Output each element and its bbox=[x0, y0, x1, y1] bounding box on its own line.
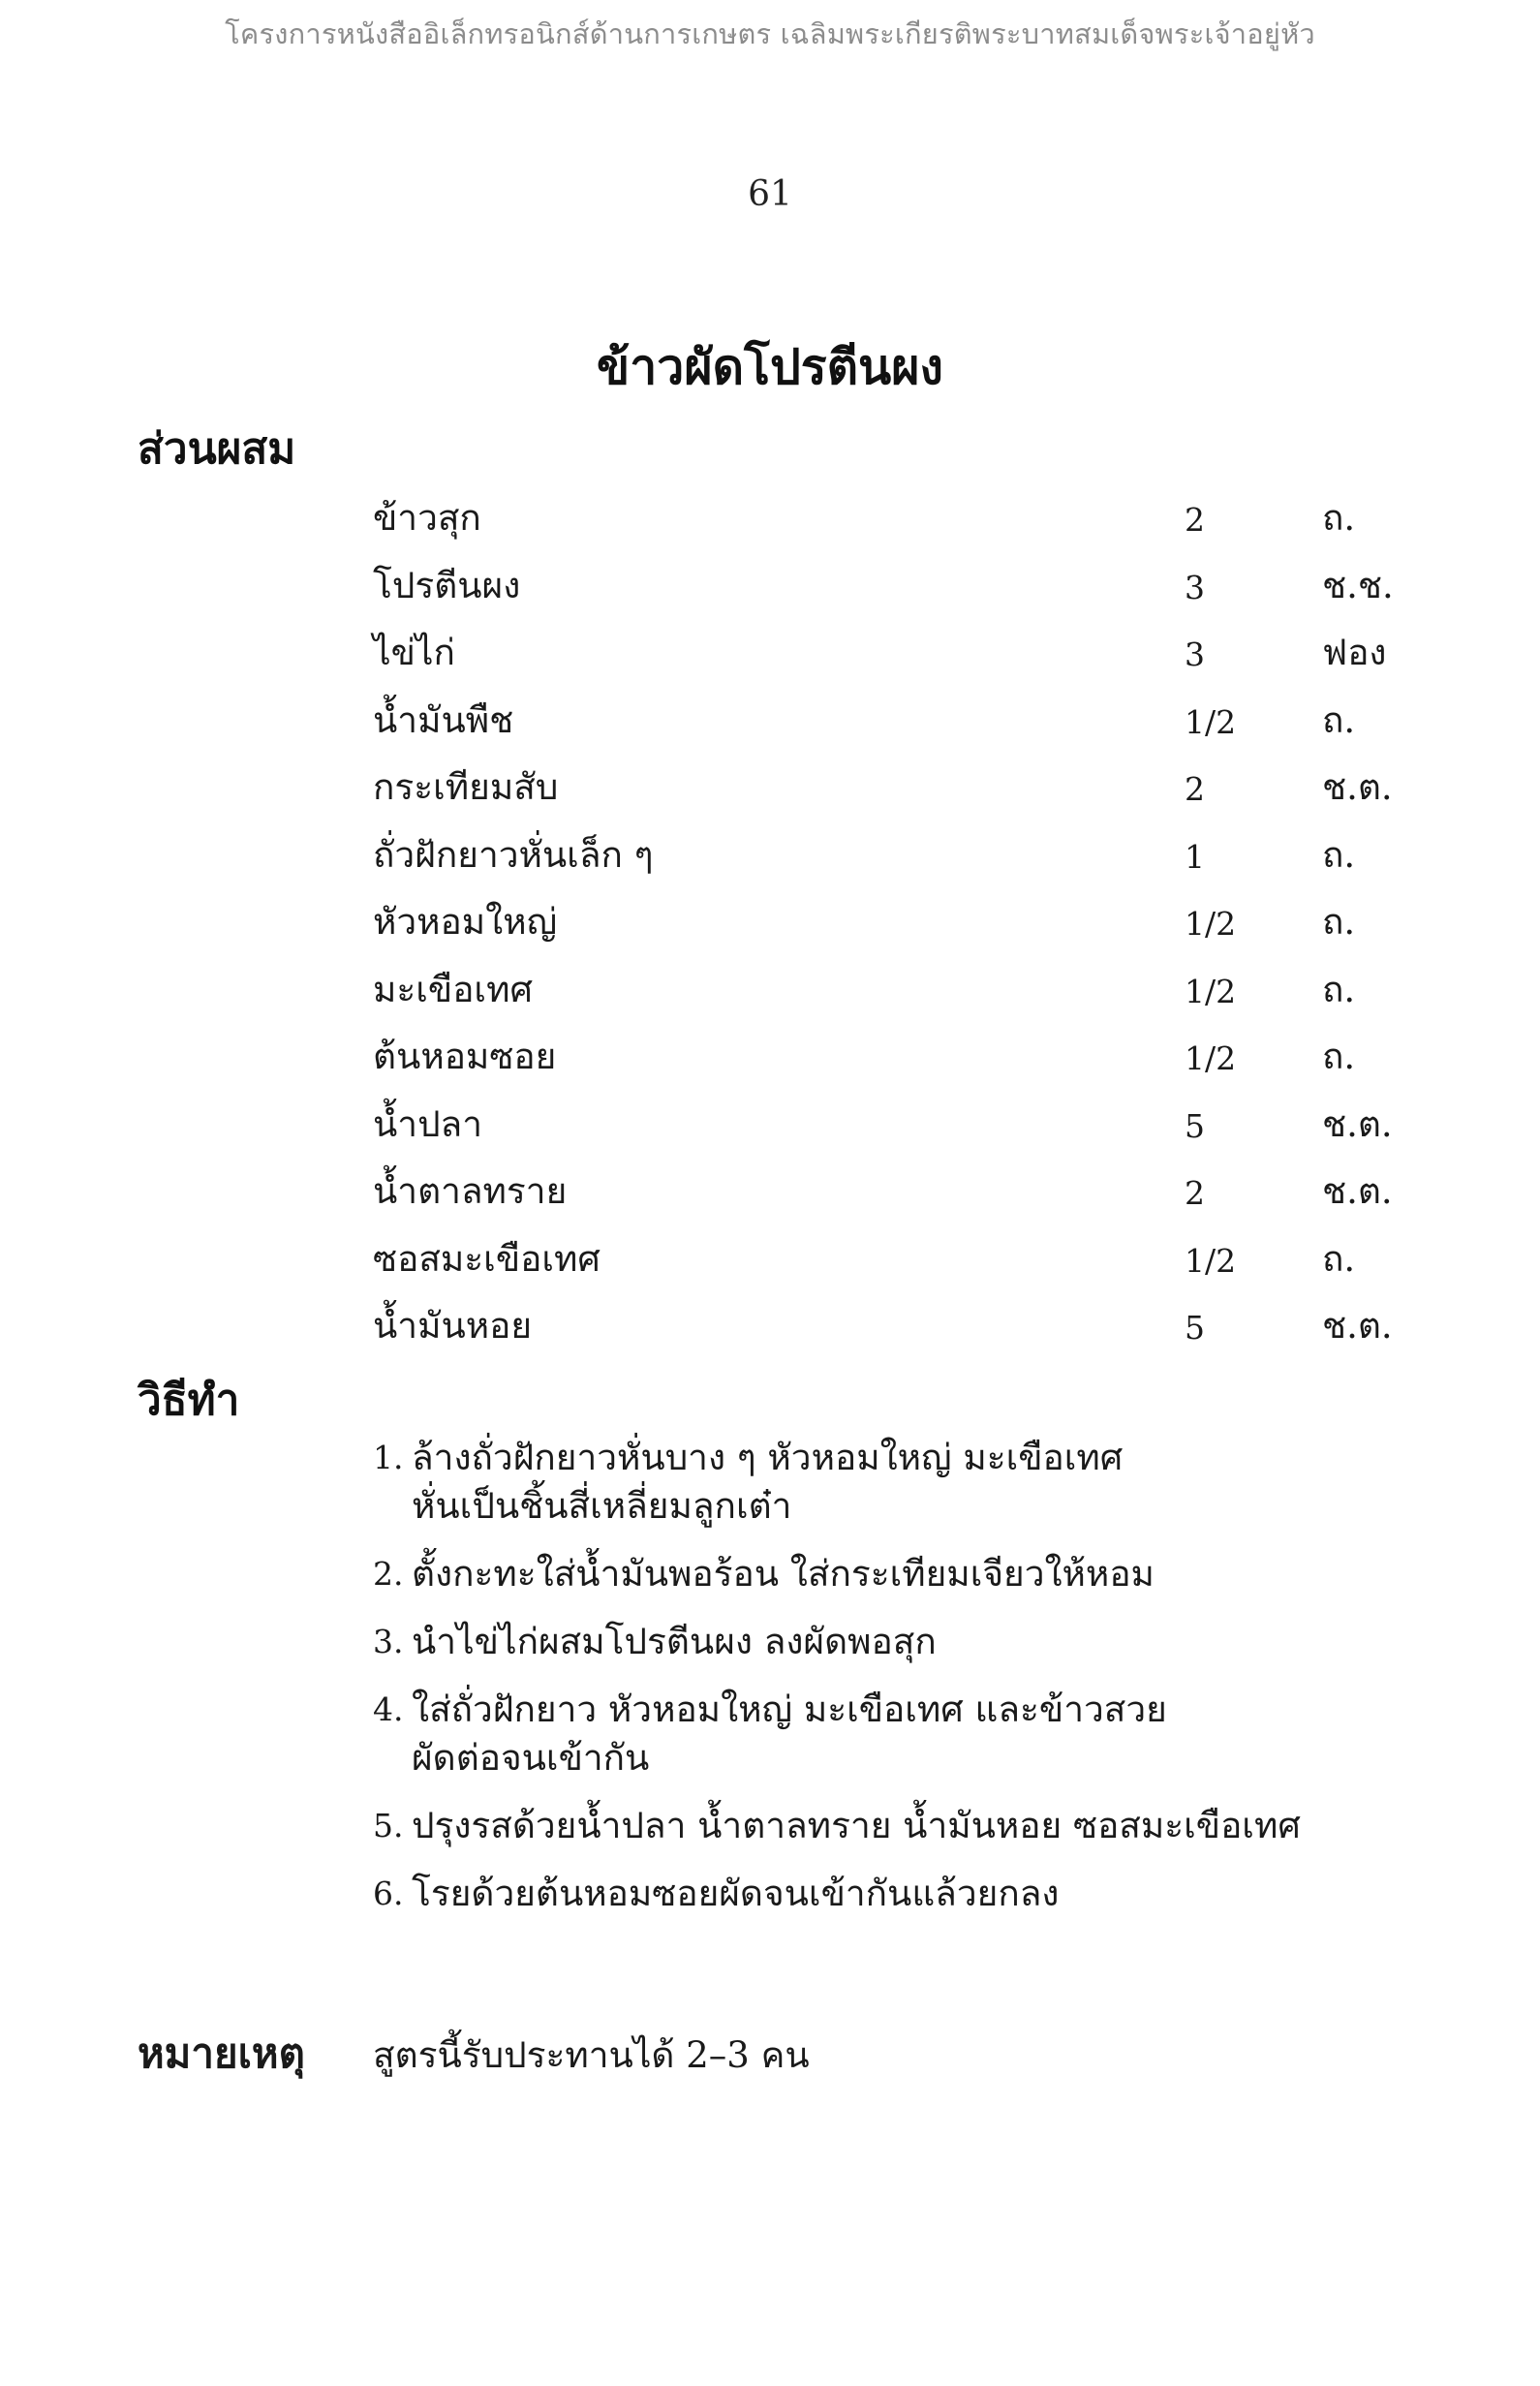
ingredient-name: กระเทียมสับ bbox=[373, 766, 559, 808]
method-step bbox=[373, 1618, 1400, 1666]
document-header: โครงการหนังสืออิเล็กทรอนิกส์ด้านการเกษตร เฉลิมพระเกียรติพระบาทสมเด็จพระเจ้าอยู่หัว bbox=[225, 17, 1315, 50]
ingredient-row bbox=[373, 966, 1419, 1034]
ingredient-name: มะเขือเทศ bbox=[373, 968, 533, 1010]
step-text: ตั้งกะทะใส่น้ำมันพอร้อน ใส่กระเทียมเจียวให้หอม bbox=[412, 1553, 1155, 1595]
step-text: ปรุงรสด้วยน้ำปลา น้ำตาลทราย น้ำมันหอย ซอสมะเขือเทศ bbox=[412, 1805, 1301, 1846]
ingredient-row bbox=[373, 1235, 1419, 1303]
ingredient-name: ไข่ไก่ bbox=[373, 632, 455, 673]
ingredient-row bbox=[373, 1033, 1419, 1100]
ingredient-quantity: 1/2 bbox=[1185, 1241, 1237, 1280]
ingredient-quantity: 2 bbox=[1185, 1174, 1205, 1212]
ingredient-quantity: 3 bbox=[1185, 635, 1205, 673]
ingredient-row bbox=[373, 629, 1419, 697]
ingredient-name: ข้าวสุก bbox=[373, 497, 481, 539]
method-steps bbox=[373, 1434, 1400, 1937]
method-step bbox=[373, 1870, 1400, 1918]
ingredient-unit: ถ. bbox=[1322, 968, 1356, 1010]
ingredient-row bbox=[373, 1302, 1419, 1370]
ingredient-row bbox=[373, 831, 1419, 899]
ingredient-quantity: 1/2 bbox=[1185, 905, 1237, 943]
ingredient-name: น้ำมันหอย bbox=[373, 1305, 533, 1347]
method-heading: วิธีทำ bbox=[138, 1376, 240, 1425]
ingredient-unit: ช.ต. bbox=[1322, 1170, 1393, 1212]
step-number: 5. bbox=[373, 1807, 404, 1844]
ingredient-quantity: 2 bbox=[1185, 501, 1205, 539]
step-text: ใส่ถั่วฝักยาว หัวหอมใหญ่ มะเขือเทศ และข้าวสวย bbox=[412, 1689, 1167, 1730]
ingredient-row bbox=[373, 562, 1419, 630]
ingredient-unit: ถ. bbox=[1322, 1036, 1356, 1077]
ingredient-unit: ฟอง bbox=[1322, 632, 1387, 673]
ingredient-unit: ช.ต. bbox=[1322, 1102, 1393, 1145]
ingredient-quantity: 5 bbox=[1185, 1106, 1205, 1145]
recipe-title: ข้าวผัดโปรตีนผง bbox=[597, 338, 943, 395]
ingredient-unit: ถ. bbox=[1322, 901, 1356, 943]
step-number: 6. bbox=[373, 1875, 404, 1912]
ingredient-quantity: 1 bbox=[1185, 837, 1205, 876]
ingredient-name: หัวหอมใหญ่ bbox=[373, 901, 558, 943]
ingredient-unit: ถ. bbox=[1322, 698, 1356, 741]
ingredient-unit: ช.ช. bbox=[1322, 564, 1394, 606]
ingredient-unit: ช.ต. bbox=[1322, 766, 1393, 808]
step-text: ผัดต่อจนเข้ากัน bbox=[412, 1737, 650, 1779]
recipe-note bbox=[138, 2030, 810, 2080]
ingredient-row bbox=[373, 494, 1419, 562]
method-step bbox=[373, 1550, 1400, 1598]
ingredient-name: ซอสมะเขือเทศ bbox=[373, 1237, 601, 1280]
ingredient-row bbox=[373, 898, 1419, 966]
ingredient-name: ต้นหอมซอย bbox=[373, 1036, 557, 1077]
ingredient-quantity: 1/2 bbox=[1185, 1039, 1237, 1077]
step-number: 1. bbox=[373, 1439, 404, 1476]
step-number: 4. bbox=[373, 1690, 404, 1728]
note-label: หมายเหตุ bbox=[138, 2030, 305, 2077]
ingredient-unit: ช.ต. bbox=[1322, 1305, 1393, 1347]
ingredient-name: น้ำปลา bbox=[373, 1102, 483, 1145]
ingredient-quantity: 5 bbox=[1185, 1309, 1205, 1347]
method-step bbox=[373, 1802, 1400, 1850]
ingredient-unit: ถ. bbox=[1322, 1237, 1356, 1280]
method-step bbox=[373, 1434, 1400, 1531]
ingredient-quantity: 1/2 bbox=[1185, 972, 1237, 1010]
ingredient-list bbox=[373, 494, 1419, 1370]
ingredient-row bbox=[373, 1100, 1419, 1168]
ingredient-unit: ถ. bbox=[1322, 497, 1356, 539]
ingredient-name: น้ำตาลทราย bbox=[373, 1170, 568, 1212]
step-text: ล้างถั่วฝักยาวหั่นบาง ๆ หัวหอมใหญ่ มะเขือเทศ bbox=[412, 1437, 1124, 1478]
ingredient-row bbox=[373, 1167, 1419, 1235]
step-number: 3. bbox=[373, 1623, 404, 1660]
ingredient-quantity: 1/2 bbox=[1185, 702, 1237, 741]
ingredient-name: โปรตีนผง bbox=[373, 564, 521, 606]
ingredient-quantity: 3 bbox=[1185, 568, 1205, 606]
ingredient-name: ถั่วฝักยาวหั่นเล็ก ๆ bbox=[373, 833, 654, 876]
step-number: 2. bbox=[373, 1555, 404, 1593]
page-number: 61 bbox=[748, 174, 792, 214]
ingredient-unit: ถ. bbox=[1322, 833, 1356, 876]
ingredients-heading: ส่วนผสม bbox=[138, 424, 296, 474]
step-text: โรยด้วยต้นหอมซอยผัดจนเข้ากันแล้วยกลง bbox=[412, 1873, 1060, 1914]
step-text: นำไข่ไก่ผสมโปรตีนผง ลงผัดพอสุก bbox=[412, 1621, 937, 1662]
ingredient-row bbox=[373, 763, 1419, 831]
ingredient-row bbox=[373, 697, 1419, 764]
ingredient-quantity: 2 bbox=[1185, 770, 1205, 808]
method-step bbox=[373, 1686, 1400, 1782]
step-text: หั่นเป็นชิ้นสี่เหลี่ยมลูกเต๋า bbox=[412, 1485, 792, 1527]
note-text: สูตรนี้รับประทานได้ 2–3 คน bbox=[373, 2034, 810, 2076]
ingredient-name: น้ำมันพืช bbox=[373, 698, 514, 741]
